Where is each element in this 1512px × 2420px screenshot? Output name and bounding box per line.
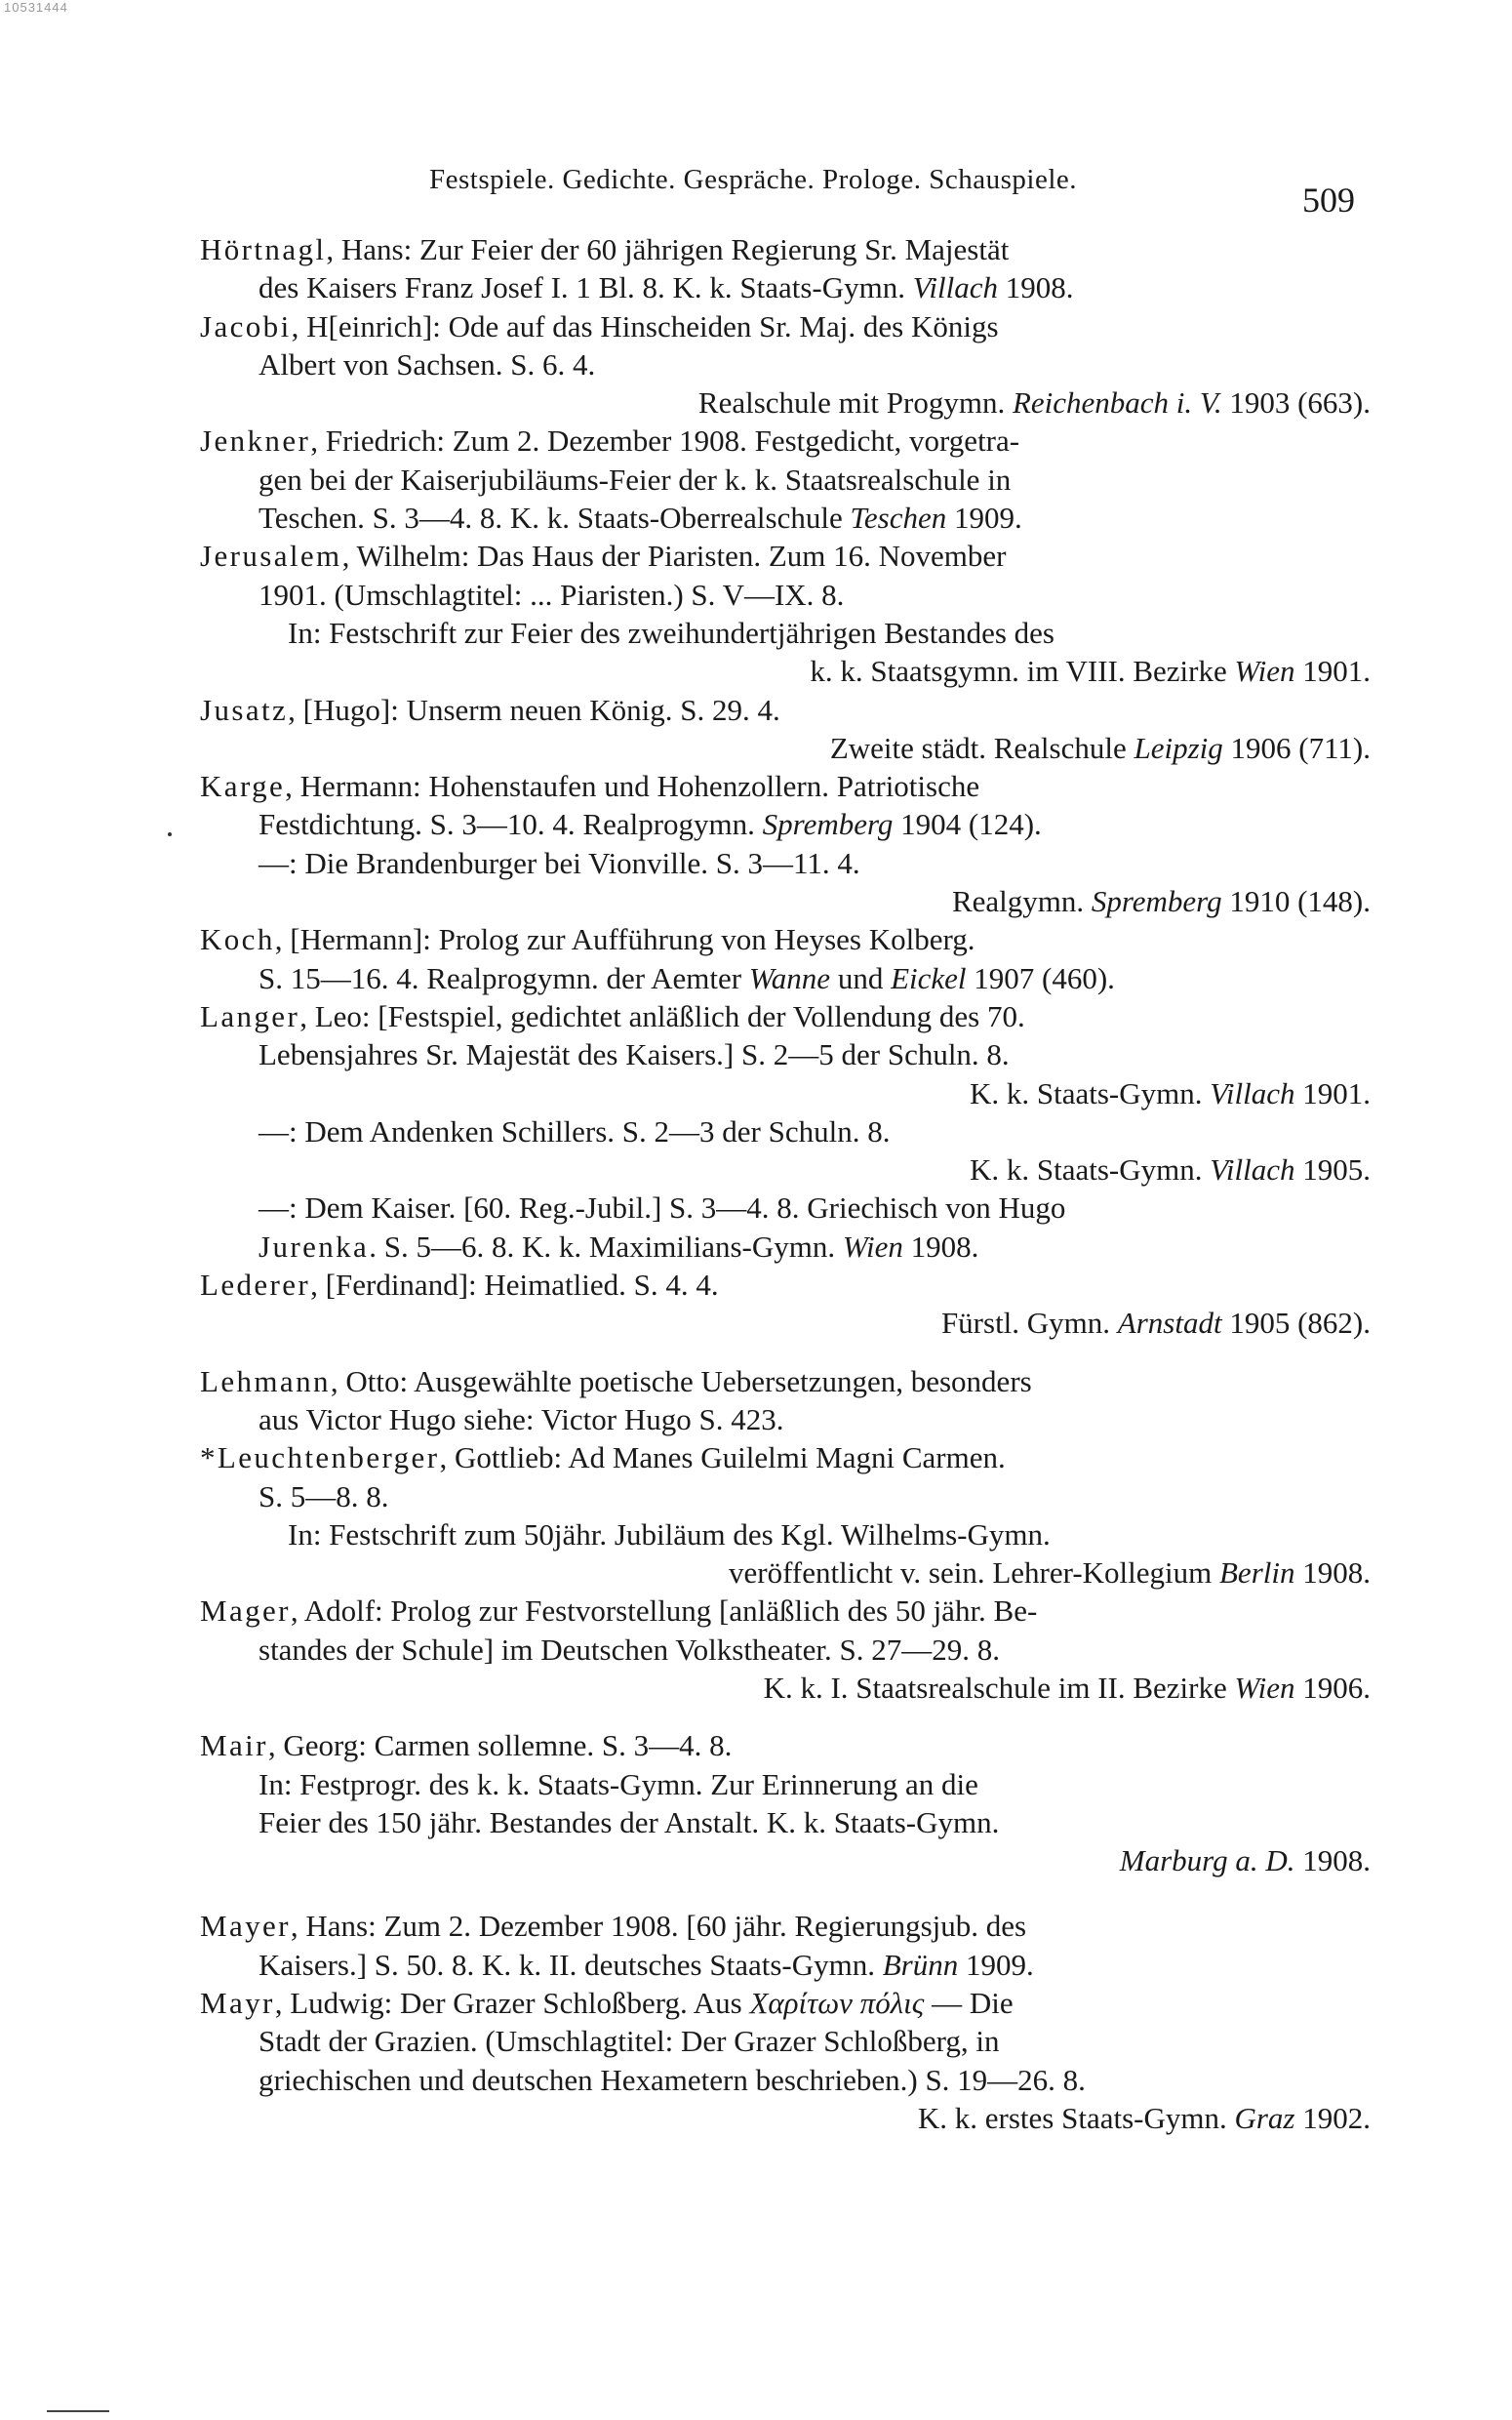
entry-city: Leipzig [1134,730,1223,765]
entry-text: . S. 5—6. 8. K. k. Maximilians-Gymn. [369,1229,843,1264]
entry-text: veröffentlicht v. sein. Lehrer-Kollegium [729,1555,1219,1591]
entry-author: Langer [200,998,300,1033]
entry-city: Arnstadt [1117,1306,1222,1341]
entry-text: Kaisers.] S. 50. 8. K. k. II. deutsches Staats-Gymn. [259,1947,883,1982]
entry-text: In: Festprogr. des k. k. Staats-Gymn. Zur Erinnerung an die [259,1766,978,1801]
running-header: Festspiele. Gedichte. Gespräche. Prologe. Schauspiele. [429,164,1078,195]
entry-city: Berlin [1219,1555,1295,1591]
entry-text: griechischen und deutschen Hexametern beschrieben.) S. 19—26. 8. [259,2062,1086,2097]
entry-mair [200,1726,1371,1879]
entry-year: 1907 (460). [966,960,1115,995]
entry-text: standes der Schule] im Deutschen Volkstheater. S. 27—29. 8. [259,1632,1000,1667]
entry-author: Mager [200,1593,291,1629]
entry-text: Fürstl. Gymn. [940,1306,1118,1341]
entry-text: Albert von Sachsen. S. 6. 4. [259,346,596,382]
entry-jacobi [200,307,1371,423]
entry-author: Mayr [200,1986,275,2021]
entry-text: , Adolf: Prolog zur Festvorstellung [anläßlich des 50 jähr. Be- [290,1593,1038,1629]
entry-text: S. 15—16. 4. Realprogymn. der Aemter [259,960,749,995]
entry-year: 1901. [1294,654,1371,689]
entry-mayr [200,1984,1371,2137]
entry-city: Graz [1234,2100,1295,2135]
entry-text: , [Hugo]: Unserm neuen König. S. 29. 4. [288,692,780,727]
entry-text: , [Hermann]: Prolog zur Aufführung von Heyses Kolberg. [274,922,975,957]
entry-author: Jusatz [200,692,289,727]
entry-author: Koch [200,922,275,957]
entry-author: Jenkner [200,424,311,459]
entry-text: — Die [924,1986,1014,2021]
entry-text: , Hermann: Hohenstaufen und Hohenzollern. Patriotische [285,769,980,804]
entry-city: Spremberg [1091,884,1222,919]
entry-text: Realgymn. [951,884,1092,919]
entry-text: —: Dem Andenken Schillers. S. 2—3 der Schuln. 8. [259,1113,891,1149]
entry-text: , Friedrich: Zum 2. Dezember 1908. Festgedicht, vorgetra- [310,424,1020,459]
entry-city: Spremberg [762,807,894,842]
entry-koch [200,920,1371,997]
entry-year: 1906 (711). [1222,730,1371,765]
entry-year: 1906. [1294,1670,1371,1705]
entry-lehmann [200,1362,1371,1439]
entry-year: 1909. [946,501,1022,536]
entry-year: 1908. [1294,1843,1371,1878]
entry-langer [200,997,1371,1266]
spacer [200,1879,1371,1907]
entry-text: S. 5—8. 8. [259,1478,389,1513]
entry-text: In: Festschrift zum 50jähr. Jubiläum des Kgl. Wilhelms-Gymn. [288,1516,1051,1552]
entry-city: Eickel [891,960,967,995]
entry-year: 1910 (148). [1221,884,1371,919]
entry-text: , Georg: Carmen sollemne. S. 3—4. 8. [267,1728,733,1763]
entry-year: 1908. [997,270,1074,305]
entry-text: , [Ferdinand]: Heimatlied. S. 4. 4. [310,1268,719,1303]
entry-city: Reichenbach i. V. [1012,385,1222,421]
entry-city: Wien [842,1229,903,1264]
entry-author: Mayer [200,1909,291,1944]
entry-leuchtenberger [200,1438,1371,1592]
entry-city: Wien [1234,1670,1295,1705]
entry-text: K. k. Staats-Gymn. [970,1152,1211,1188]
bibliography-column [200,230,1371,2137]
entry-text: , Ludwig: Der Grazer Schloßberg. Aus [274,1986,750,2021]
entry-author: Jacobi [200,308,292,343]
entry-jerusalem [200,537,1371,690]
entry-year: 1908. [1294,1555,1371,1591]
entry-city: Marburg a. D. [1119,1843,1295,1878]
entry-year: 1904 (124). [893,807,1042,842]
entry-year: 1905. [1294,1152,1371,1188]
entry-text: , H[einrich]: Ode auf das Hinscheiden Sr. Maj. des Königs [291,308,999,343]
entry-text: des Kaisers Franz Josef I. 1 Bl. 8. K. k. Staats-Gymn. [259,270,913,305]
entry-text: , Hans: Zur Feier der 60 jährigen Regierung Sr. Majestät [326,232,1010,266]
entry-city: Wanne [748,960,831,995]
entry-text: aus Victor Hugo siehe: Victor Hugo S. 423. [259,1401,784,1436]
entry-jenkner [200,422,1371,537]
entry-text: 1901. (Umschlagtitel: ... Piaristen.) S. V—IX. 8. [259,577,845,612]
entry-city: Teschen [850,501,947,536]
entry-city: Wien [1234,654,1295,689]
entry-text: Zweite städt. Realschule [829,730,1134,765]
entry-city: Brünn [882,1947,959,1982]
entry-jusatz [200,691,1371,768]
entry-author: *Leuchtenberger [200,1440,440,1475]
entry-greek-title: Χαρίτων πόλις [749,1986,925,2021]
entry-text: , Wilhelm: Das Haus der Piaristen. Zum 16. November [341,539,1007,574]
entry-mager [200,1592,1371,1707]
entry-hoertnagl [200,230,1371,307]
entry-author: Jerusalem [200,539,342,574]
spacer [200,1707,1371,1726]
entry-mayer [200,1907,1371,1984]
entry-year: 1903 (663). [1221,385,1371,421]
entry-year: 1909. [958,1947,1034,1982]
entry-text: und [830,960,892,995]
entry-year: 1901. [1294,1075,1371,1110]
scan-id-stamp: 10531444 [4,0,68,15]
page-number: 509 [1302,181,1355,220]
entry-author: Mair [200,1728,268,1763]
entry-text: gen bei der Kaiserjubiläums-Feier der k. k. Staatsrealschule in [259,462,1012,497]
entry-author: Jurenka [259,1229,370,1264]
entry-author: Lehmann [200,1363,331,1398]
entry-text: In: Festschrift zur Feier des zweihundertjährigen Bestandes des [288,615,1054,650]
entry-author: Lederer [200,1268,311,1303]
speck-mark [168,832,172,836]
entry-author: Karge [200,769,286,804]
entry-text: Stadt der Grazien. (Umschlagtitel: Der Grazer Schloßberg, in [259,2024,1000,2059]
entry-city: Villach [912,270,998,305]
entry-author: Hörtnagl [200,232,327,266]
entry-text: , Gottlieb: Ad Manes Guilelmi Magni Carmen. [439,1440,1006,1475]
entry-text: K. k. Staats-Gymn. [970,1075,1211,1110]
entry-text: Teschen. S. 3—4. 8. K. k. Staats-Oberrealschule [259,501,851,536]
entry-text: Lebensjahres Sr. Majestät des Kaisers.] S. 2—5 der Schuln. 8. [259,1037,1010,1072]
entry-year: 1902. [1294,2100,1371,2135]
entry-text: k. k. Staatsgymn. im VIII. Bezirke [810,654,1235,689]
entry-text: K. k. erstes Staats-Gymn. [917,2100,1235,2135]
entry-text: Festdichtung. S. 3—10. 4. Realprogymn. [259,807,763,842]
entry-text: —: Dem Kaiser. [60. Reg.-Jubil.] S. 3—4. 8. Griechisch von Hugo [259,1190,1066,1226]
entry-text: , Leo: [Festspiel, gedichtet anläßlich der Vollendung des 70. [299,998,1025,1033]
entry-year: 1908. [902,1229,979,1264]
entry-city: Villach [1210,1152,1295,1188]
entry-text: Feier des 150 jähr. Bestandes der Anstalt. K. k. Staats-Gymn. [259,1804,1000,1839]
entry-city: Villach [1210,1075,1295,1110]
entry-text: K. k. I. Staatsrealschule im II. Bezirke [763,1670,1235,1705]
entry-text: , Otto: Ausgewählte poetische Uebersetzungen, besonders [330,1363,1032,1398]
entry-karge [200,767,1371,920]
spacer [200,1343,1371,1362]
entry-lederer [200,1266,1371,1343]
bottom-rule [47,2410,109,2412]
entry-text: —: Die Brandenburger bei Vionville. S. 3—11. 4. [259,845,860,880]
entry-text: , Hans: Zum 2. Dezember 1908. [60 jähr. Regierungsjub. des [290,1909,1027,1944]
entry-year: 1905 (862). [1221,1306,1371,1341]
entry-text: Realschule mit Progymn. [697,385,1013,421]
